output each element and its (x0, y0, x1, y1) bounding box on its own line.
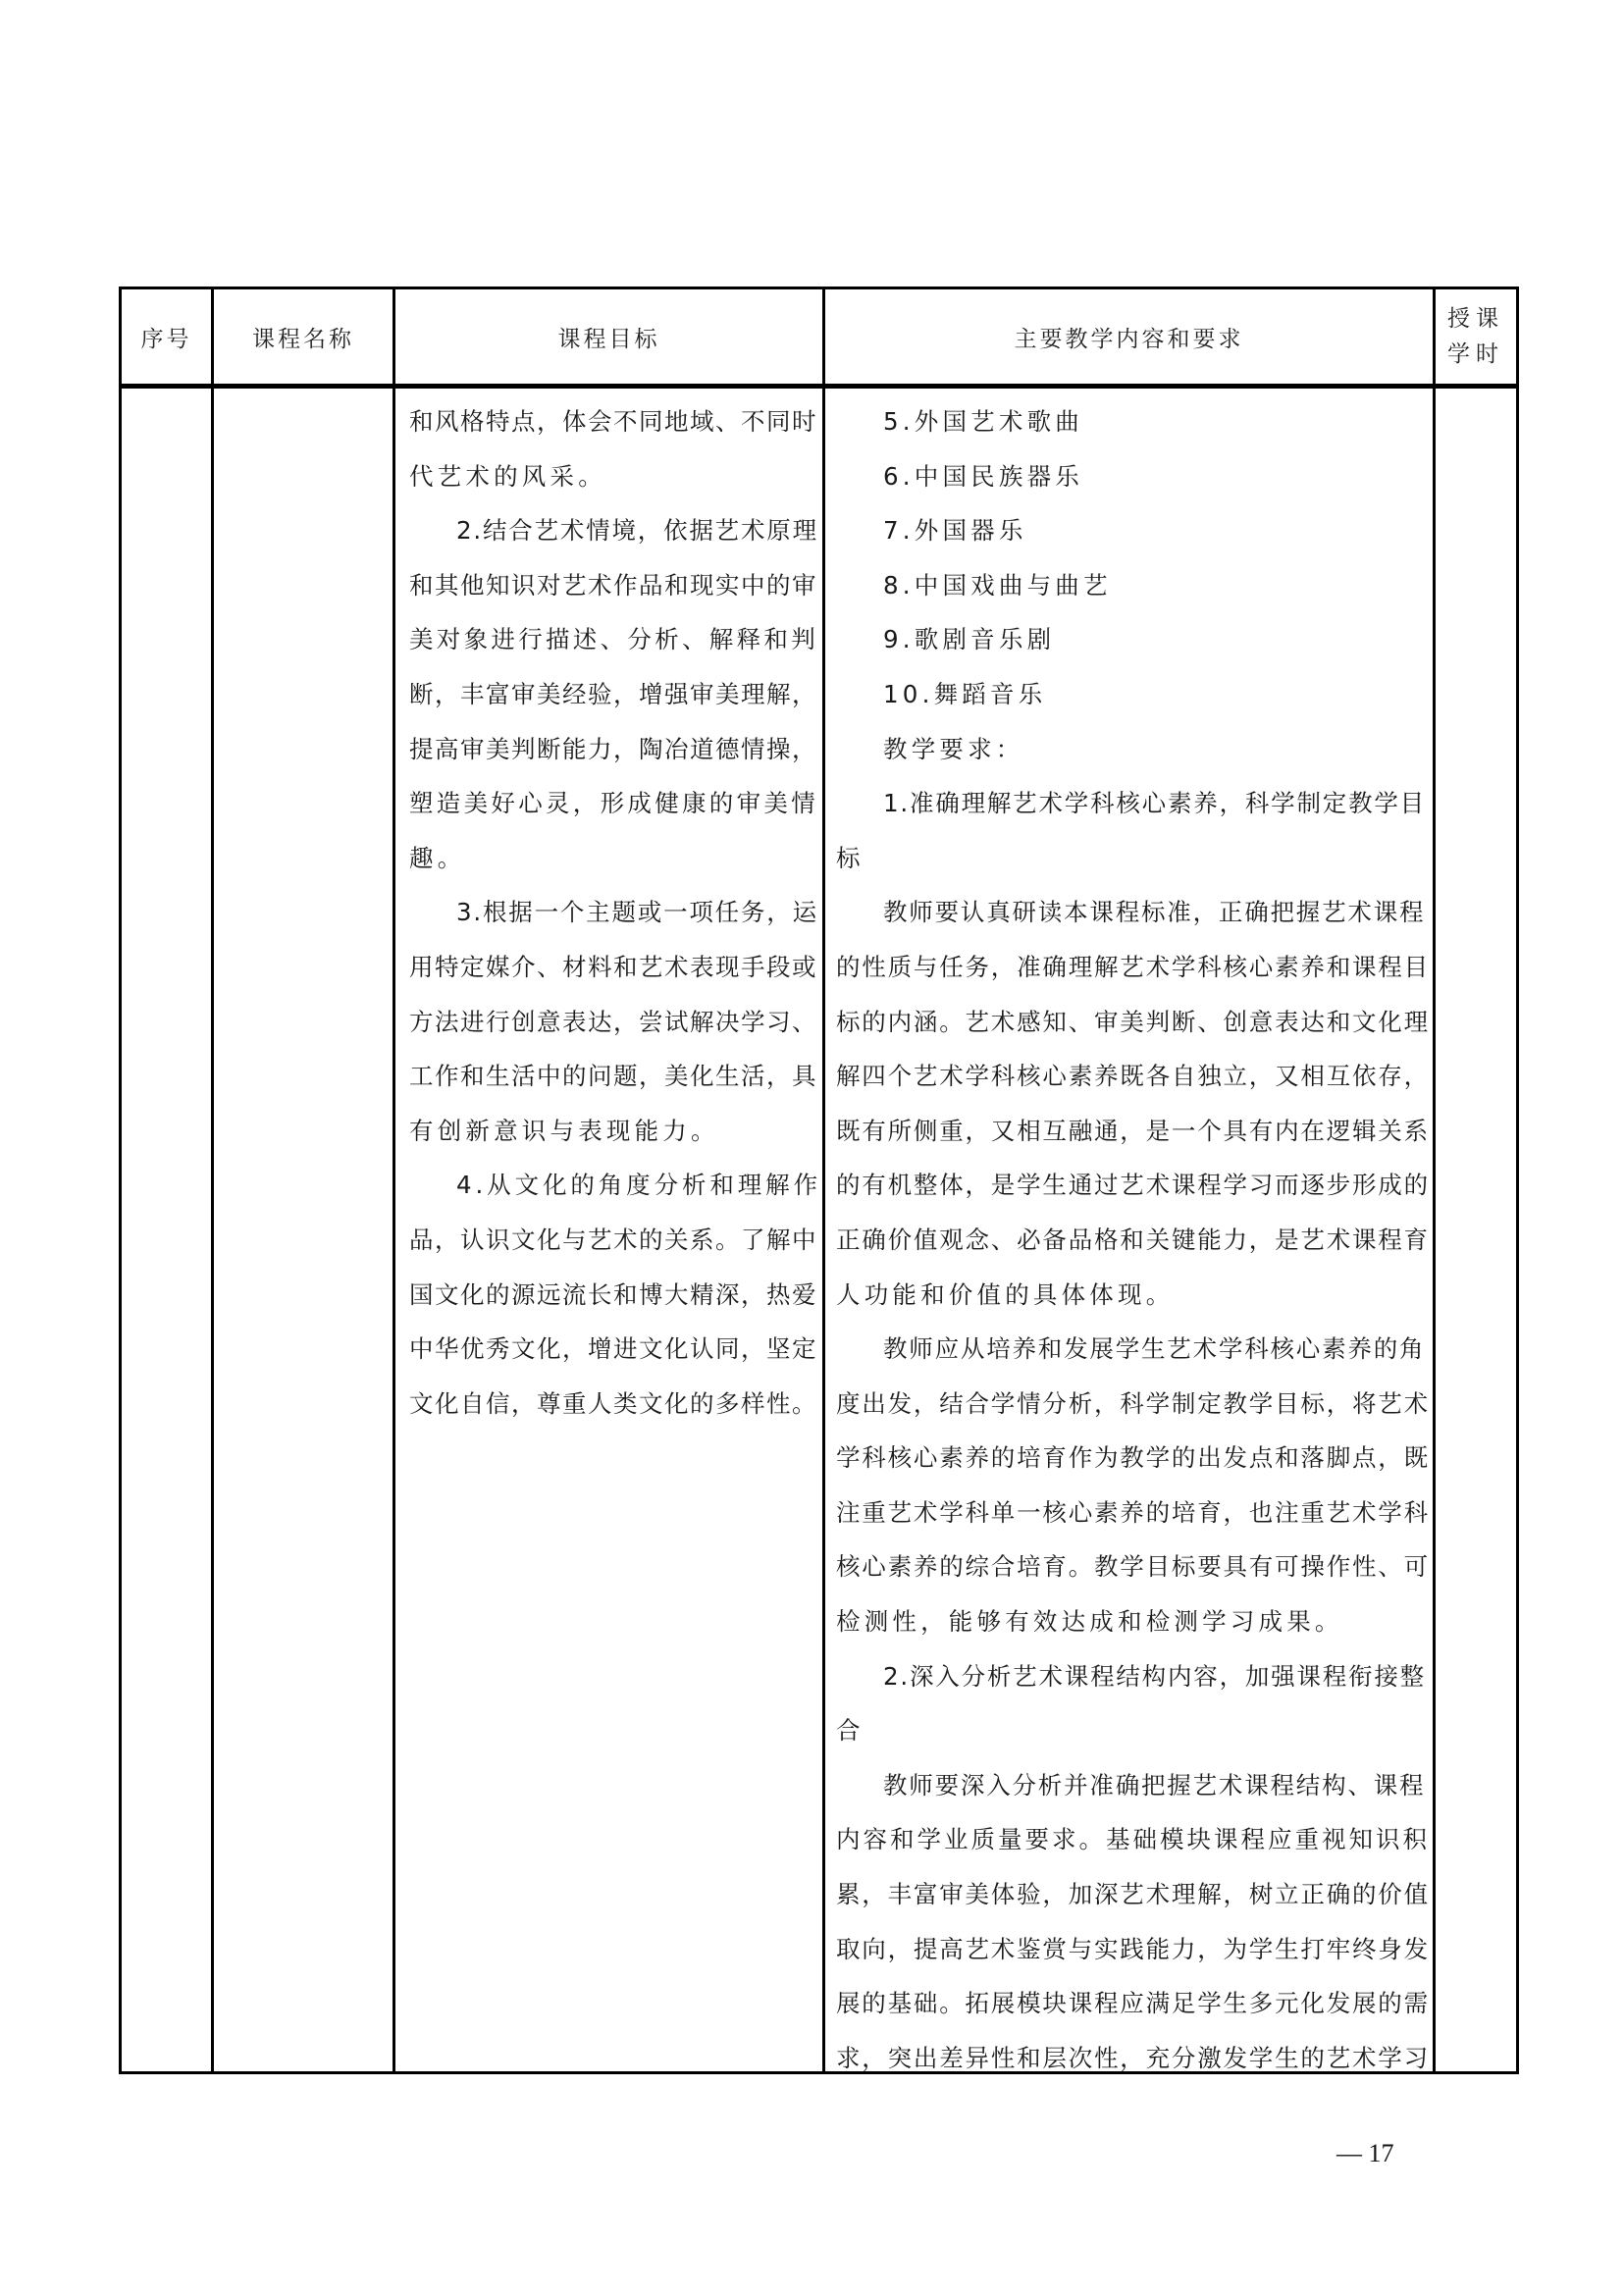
header-course-name: 课程名称 (252, 326, 354, 352)
teaching-content-cell (836, 407, 1431, 2098)
text-line: 的有机整体，是学生通过艺术课程学习而逐步形成的 (836, 1171, 1430, 1200)
text-line: 标 (836, 843, 864, 872)
text-line: 内容和学业质量要求。基础模块课程应重视知识积 (836, 1825, 1430, 1854)
text-line: 国文化的源远流长和博大精深，热爱 (409, 1279, 817, 1309)
text-line: 断，丰富审美经验，增强审美理解， (409, 679, 817, 708)
text-line: 6.中国民族器乐 (883, 461, 1083, 491)
header-course-goals: 课程目标 (557, 326, 660, 352)
text-line: 有创新意识与表现能力。 (409, 1116, 719, 1145)
text-line: 8.中国戏曲与曲艺 (883, 570, 1112, 600)
text-line: 文化自信，尊重人类文化的多样性。 (409, 1388, 817, 1418)
text-line: 品，认识文化与艺术的关系。了解中 (409, 1225, 817, 1254)
text-line: 4.从文化的角度分析和理解作 (456, 1171, 821, 1200)
text-line: 检测性，能够有效达成和检测学习成果。 (836, 1607, 1343, 1637)
header-index: 序号 (140, 326, 192, 352)
text-line: 累，丰富审美体验，加深艺术理解，树立正确的价值 (836, 1880, 1430, 1909)
column-divider (1433, 289, 1436, 2071)
text-line: 塑造美好心灵，形成健康的审美情 (409, 789, 818, 818)
text-line: 7.外国器乐 (883, 516, 1027, 546)
text-line: 合 (836, 1716, 864, 1746)
text-line: 提高审美判断能力，陶冶道德情操， (409, 734, 817, 763)
text-line: 的性质与任务，准确理解艺术学科核心素养和课程目 (836, 952, 1430, 981)
text-line: 取向，提高艺术鉴赏与实践能力，为学生打牢终身发 (836, 1934, 1430, 1963)
course-table (119, 287, 1519, 2074)
text-line: 教学要求： (883, 734, 1024, 763)
column-divider (393, 289, 395, 2071)
text-line: 1.准确理解艺术学科核心素养，科学制定教学目 (883, 789, 1426, 818)
text-line: 工作和生活中的问题，美化生活，具 (409, 1062, 817, 1091)
course-goals-cell (409, 407, 821, 1443)
text-line: 度出发，结合学情分析，科学制定教学目标，将艺术 (836, 1388, 1430, 1418)
text-line: 趣。 (409, 843, 466, 872)
text-line: 解四个艺术学科核心素养既各自独立，又相互依存， (836, 1062, 1430, 1091)
header-class-hours-line1: 授课 (1447, 306, 1504, 332)
text-line: 教师应从培养和发展学生艺术学科核心素养的角 (883, 1334, 1426, 1364)
text-line: 美对象进行描述、分析、解释和判 (409, 625, 818, 654)
text-line: 人功能和价值的具体体现。 (836, 1279, 1175, 1309)
header-teaching-content: 主要教学内容和要求 (1014, 326, 1244, 352)
text-line: 2.结合艺术情境，依据艺术原理 (456, 516, 818, 546)
header-class-hours (1436, 289, 1516, 384)
text-line: 标的内涵。艺术感知、审美判断、创意表达和文化理 (836, 1007, 1430, 1036)
text-line: 10.舞蹈音乐 (883, 679, 1047, 708)
text-line: 5.外国艺术歌曲 (883, 407, 1083, 436)
page-number: — 17 (1336, 2139, 1394, 2167)
text-line: 展的基础。拓展模块课程应满足学生多元化发展的需 (836, 1989, 1430, 2018)
text-line: 用特定媒介、材料和艺术表现手段或 (409, 952, 817, 981)
column-divider (822, 289, 825, 2071)
text-line: 2.深入分析艺术课程结构内容，加强课程衔接整 (883, 1661, 1426, 1691)
text-line: 和其他知识对艺术作品和现实中的审 (409, 570, 817, 600)
header-divider (122, 384, 1516, 389)
text-line: 方法进行创意表达，尝试解决学习、 (409, 1007, 817, 1036)
text-line: 和风格特点，体会不同地域、不同时 (409, 407, 817, 436)
text-line: 求，突出差异性和层次性，充分激发学生的艺术学习 (836, 2043, 1430, 2072)
column-divider (211, 289, 214, 2071)
text-line: 核心素养的综合培育。教学目标要具有可操作性、可 (836, 1552, 1430, 1582)
text-line: 学科核心素养的培育作为教学的出发点和落脚点，既 (836, 1443, 1430, 1473)
text-line: 正确价值观念、必备品格和关键能力，是艺术课程育 (836, 1225, 1430, 1254)
text-line: 3.根据一个主题或一项任务，运 (456, 898, 818, 927)
text-line: 中华优秀文化，增进文化认同，坚定 (409, 1334, 817, 1364)
text-line: 教师要深入分析并准确把握艺术课程结构、课程 (883, 1770, 1426, 1799)
text-line: 9.歌剧音乐剧 (883, 625, 1056, 654)
text-line: 教师要认真研读本课程标准，正确把握艺术课程 (883, 898, 1426, 927)
header-class-hours-line2: 学时 (1447, 341, 1504, 367)
text-line: 代艺术的风采。 (409, 461, 606, 491)
text-line: 既有所侧重，又相互融通，是一个具有内在逻辑关系 (836, 1116, 1430, 1145)
text-line: 注重艺术学科单一核心素养的培育，也注重艺术学科 (836, 1497, 1430, 1527)
